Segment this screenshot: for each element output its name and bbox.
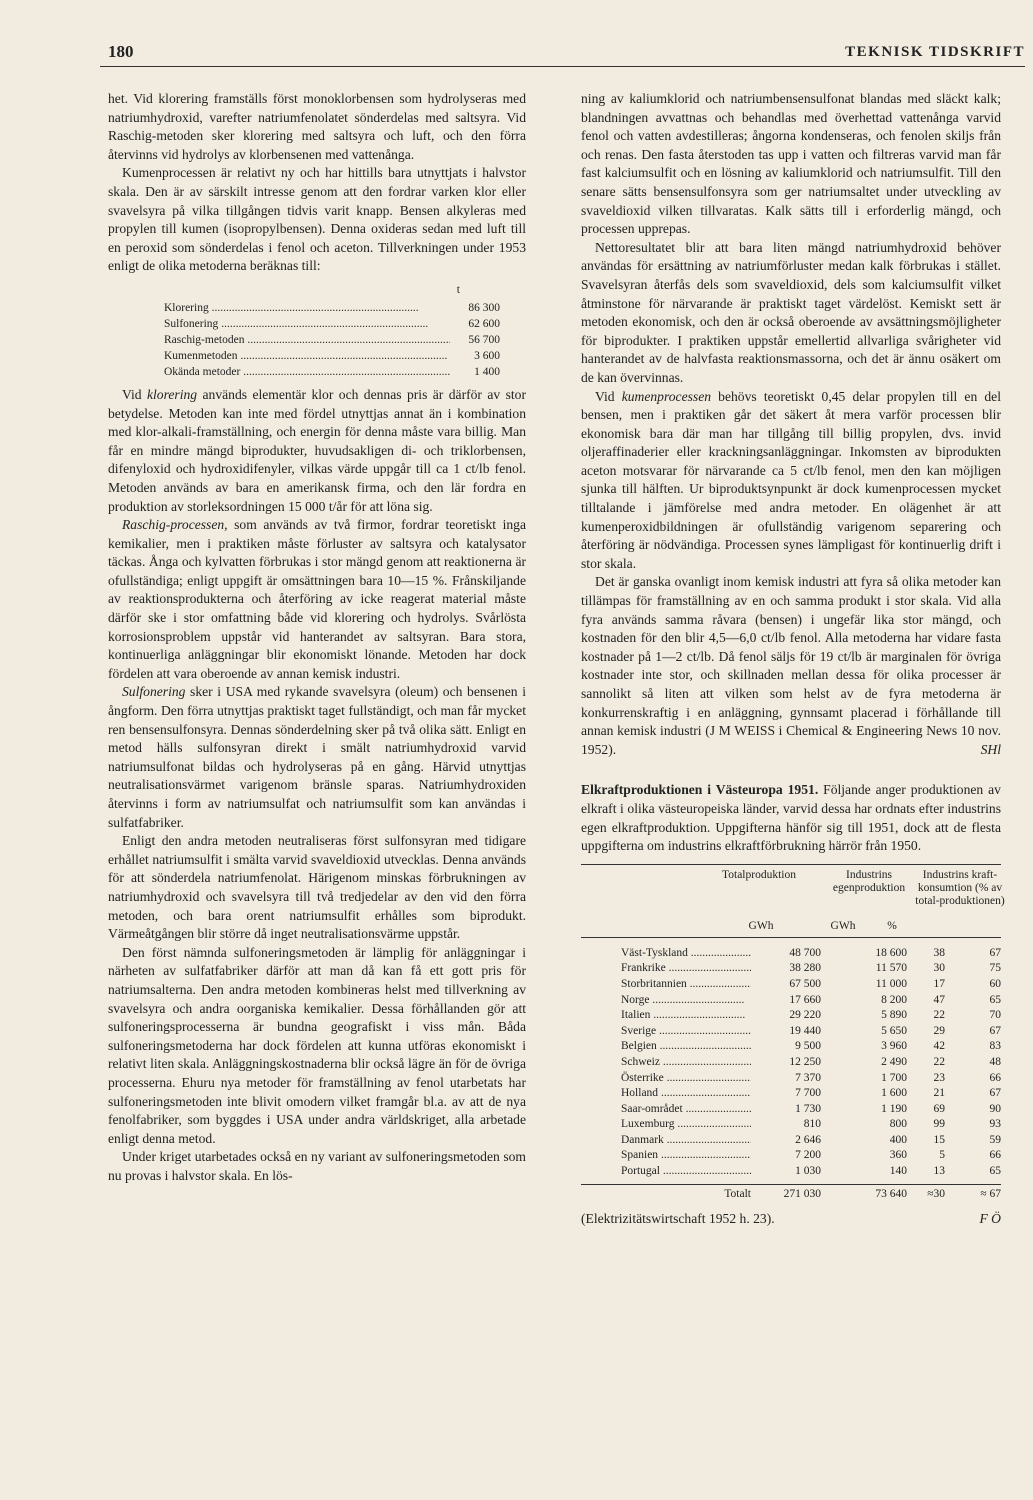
author-signature: F Ö <box>979 1211 1001 1227</box>
country-cell: Belgien ..... <box>581 1039 751 1055</box>
source-citation: (Elektrizitätswirtschaft 1952 h. 23). <box>581 1211 775 1227</box>
pct-cell: 30 <box>933 962 945 975</box>
industry-cell: 140 <box>889 1165 907 1178</box>
country-cell: Österrike ..... <box>581 1071 751 1087</box>
production-row <box>164 300 500 316</box>
industry-cell: 2 490 <box>881 1055 907 1068</box>
table-row <box>581 1071 1001 1087</box>
industry-cell: 800 <box>889 1118 907 1131</box>
country-cell: Frankrike ..... <box>581 961 751 977</box>
electricity-table <box>581 864 1005 1203</box>
table-row <box>581 1024 1001 1040</box>
industry-cell: 11 000 <box>875 977 907 990</box>
industry-cell: 400 <box>889 1133 907 1146</box>
col-header-industry: Industrins egenproduktion <box>832 868 906 894</box>
country-cell: Väst-Tyskland ..... <box>581 946 751 962</box>
industry-cell: 1 600 <box>881 1087 907 1100</box>
method-label: Okända metoder ..... <box>164 364 450 380</box>
paragraph: het. Vid klorering framställs först monoklorbensen som hydrolyseras med natriumhydroxid, varefter natriumfenolatet sönderdelas med saltsyra. Vid Raschig-metoden sker klorering med saltsyra och luft, och den förra återvinns vid hydrolys av klorbensenen med vattenånga. <box>108 91 526 162</box>
industry-cell: 3 960 <box>881 1040 907 1053</box>
paragraph: Sulfonering sker i USA med rykande svavelsyra (oleum) och bensenen i ångform. Den förra utnyttjas praktiskt taget fullständigt, och man får mycket ren bensensulfonsyra. Dennas sönderdelning sker på två olika sätt. Enligt en metod hälls sulfonsyran direkt i smält natriumhydroxid varvid natriumsulfonat bildas och hydrolyseras på en gång. Härvid utnyttjas neutralisationsvärmet varigenom bränsle sparas. Natriumhydroxiden återvinns i form av natriumsulfat och natriumsulfit som kan användas i sulfatfabriker. <box>108 684 526 830</box>
country-cell: Spanien ..... <box>581 1148 751 1164</box>
journal-title: TEKNISK TIDSKRIFT <box>845 44 1025 60</box>
country-cell: Danmark ..... <box>581 1133 751 1149</box>
emphasis: kumenprocessen <box>621 388 712 404</box>
production-row <box>164 348 500 364</box>
method-value: 3 600 <box>474 349 500 362</box>
method-value: 56 700 <box>468 333 500 346</box>
author-signature: SHl <box>980 741 1001 757</box>
country-cell: Storbritannien ..... <box>581 977 751 993</box>
consumption-cell: 60 <box>989 977 1001 990</box>
header-rule <box>100 66 1025 67</box>
unit-gwh: GWh <box>830 919 856 932</box>
left-column <box>108 90 526 1185</box>
method-label: Kumenmetoden ..... <box>164 348 450 364</box>
total-cell: 2 646 <box>795 1133 821 1146</box>
consumption-cell: 67 <box>989 946 1001 959</box>
consumption-cell: 66 <box>989 1149 1001 1162</box>
industry-cell: 1 190 <box>881 1102 907 1115</box>
consumption-cell: 65 <box>989 1165 1001 1178</box>
pct-cell: 22 <box>933 1009 945 1022</box>
source-line <box>581 1210 1001 1229</box>
country-cell: Holland ..... <box>581 1086 751 1102</box>
method-label: Sulfonering ..... <box>164 316 450 332</box>
industry-cell: 18 600 <box>875 946 907 959</box>
country-cell: Saar-området ..... <box>581 1102 751 1118</box>
consumption-cell: 48 <box>989 1055 1001 1068</box>
paragraph: Nettoresultatet blir att bara liten mängd natriumhydroxid behöver användas för ersättning av natriumförluster medan kalk förbrukas i stället. Svavelsyran återfås dels som svaveldioxid, dels som kalciumsulfit vilket åtminstone för närvarande är praktiskt taget värdelöst. Kemiskt sett är metoden ekonomisk, och den är också oberoende av avsättningsmöjligheter för biprodukter. I praktiken uppstår emellertid allvarliga svårigheter vid hanterandet av de halvfasta reaktionsmassorna, och det är ännu osäkert om de kan övervinnas. <box>581 239 1001 385</box>
table-row <box>581 977 1001 993</box>
table-row <box>581 1133 1001 1149</box>
production-row <box>164 316 500 332</box>
emphasis: Sulfonering <box>122 684 186 700</box>
pct-cell: 22 <box>933 1055 945 1068</box>
pct-cell: 23 <box>933 1071 945 1084</box>
table-row <box>581 1164 1001 1180</box>
pct-cell: 29 <box>933 1024 945 1037</box>
total-cell: 1 730 <box>795 1102 821 1115</box>
total-cell: 29 220 <box>789 1009 821 1022</box>
unit-label: t <box>456 283 460 296</box>
table-row <box>581 1117 1001 1133</box>
table-row <box>581 1086 1001 1102</box>
pct-cell: 38 <box>933 946 945 959</box>
consumption-cell: 93 <box>989 1118 1001 1131</box>
total-cell: 67 500 <box>789 977 821 990</box>
method-label: Klorering ..... <box>164 300 450 316</box>
paragraph: Vid klorering används elementär klor och dennas pris är därför av stor betydelse. Metoden kan inte med fördel utnyttjas annat än i kombination med klor-alkali-framställning, och energin för denna måste vara billig. Man får en mindre mängd biprodukter, huvudsakligen di- och triklorbensen, difenyloxid och hydroxidifenyler, vilkas värde uppgår till ca 1 ct/lb fenol. Metoden används av bara en amerikansk firma, och den lär fordra en produktion av storleksordningen 15 000 t/år för att löna sig. <box>108 386 526 514</box>
table-row <box>581 1102 1001 1118</box>
pct-cell: 21 <box>933 1087 945 1100</box>
consumption-cell: 66 <box>989 1071 1001 1084</box>
industry-cell: 8 200 <box>881 993 907 1006</box>
consumption-cell: 70 <box>989 1009 1001 1022</box>
total-cell: 12 250 <box>789 1055 821 1068</box>
country-cell: Schweiz ..... <box>581 1055 751 1071</box>
table-row <box>581 1148 1001 1164</box>
method-label: Raschig-metoden ..... <box>164 332 450 348</box>
table-row <box>581 1008 1001 1024</box>
pct-cell: 42 <box>933 1040 945 1053</box>
paragraph: Under kriget utarbetades också en ny variant av sulfoneringsmetoden som nu provas i halvstor skala. En lös- <box>108 1149 526 1183</box>
paragraph: Den först nämnda sulfoneringsmetoden är lämplig för anläggningar i närheten av sulfatfabriker därför att man då kan få ett gott pris för natriumsalterna. Den andra metoden kombineras helst med tillverkning av svavelsyra och andra oorganiska kemikalier. Dessa förhållanden gör att sulfoneringsprocesserna är bundna geografiskt i viss mån. Båda sulfoneringsmetoderna har dock fördelen att kunna utföras ekonomiskt i relativt liten skala. Anläggningskostnaderna blir också lägre än för de övriga processerna. Ehuru nya metoder för framställning av fenol utarbetats har sulfoneringsmetoden inte blivit omodern vilket framgår bl.a. av att de nya fenolfabriker, som byggdes i USA under andra världskriget, alla arbetade enligt denna metod. <box>108 944 526 1146</box>
pct-cell: 15 <box>933 1133 945 1146</box>
consumption-cell: 75 <box>989 962 1001 975</box>
method-value: 1 400 <box>474 365 500 378</box>
industry-cell: 11 570 <box>875 962 907 975</box>
production-table <box>164 282 500 380</box>
industry-cell: 1 700 <box>881 1071 907 1084</box>
section-title: Elkraftproduktionen i Västeuropa 1951. <box>581 782 819 798</box>
total-cell: 7 370 <box>795 1071 821 1084</box>
pct-cell: 17 <box>933 977 945 990</box>
paragraph: Det är ganska ovanligt inom kemisk industri att fyra så olika metoder kan tillämpas för framställning av en och samma produkt i stor skala. Vid alla fyra används samma råvara (bensen) i ungefär lika stor mängd, och kostnaden för den blir 4,5—6,0 ct/lb fenol. Alla metoderna har vidare fasta kostnader på 1—2 ct/lb. Då fenol säljs för 19 ct/lb är marginalen för övriga kostnader inte stor, och skillnaden mellan dessa för olika processer är sannolikt så liten att vilken som helst av de fyra metoderna är konkurrenskraftig i en anläggning, gynnsamt placerad i förhållande till annan kemisk industri (J M WEISS i Chemical & Engineering News 10 nov. 1952). SHl <box>581 573 1001 759</box>
paragraph: Enligt den andra metoden neutraliseras först sulfonsyran med tidigare erhållet natriumsulfit i smälta varvid svaveldioxid utvecklas. Denna används för att sönderdela natriumfenolat. Härigenom minskas förbrukningen av natriumhydroxid och svavelsyra till två tredjedelar av den vid den förra metoden, och bara orent natriumsulfit erhålles som biprodukt. Värmeåtgången blir större då inget neutralisationsvärme uppstår. <box>108 833 526 942</box>
table-row <box>581 1055 1001 1071</box>
page-header <box>100 40 1025 68</box>
country-cell: Luxemburg ..... <box>581 1117 751 1133</box>
total-cell: 48 700 <box>789 946 821 959</box>
table-row <box>581 1039 1001 1055</box>
method-value: 86 300 <box>468 301 500 314</box>
paragraph: Vid kumenprocessen behövs teoretiskt 0,45 delar propylen till en del bensen, men i praktiken går det säkert åt mera varför processen blir ekonomisk bara där man har tillgång till billig propylen, dvs. invid oljeraffinaderier eller krackningsanläggningar. Inkomsten av biprodukten aceton motsvarar för närvarande ca 5 ct/lb fenol, men den kan möjligen sjunka till hälften. Ur biproduktsynpunkt är dock kumenprocessen mycket tilltalande i jämförelse med andra metoder. En olägenhet är att kumenperoxidbildningen är ofullständig varigenom separering och återföring är nödvändiga. Processen synes lämpligast för kontinuerlig drift i stor skala. <box>581 388 1001 571</box>
section-paragraph: Elkraftproduktionen i Västeuropa 1951. Följande anger produktionen av elkraft i olika västeuropeiska länder, varvid dessa har ordnats efter industrins egen elkraftproduktion. Uppgifterna hänför sig till 1951, dock att de flesta uppgifterna om industrins elkraftförbrukning härrör från 1950. <box>581 782 1001 854</box>
table-header <box>581 865 1005 938</box>
industry-cell: 5 890 <box>881 1009 907 1022</box>
total-cell: 7 200 <box>795 1149 821 1162</box>
pct-cell: 99 <box>933 1118 945 1131</box>
consumption-cell: 83 <box>989 1040 1001 1053</box>
industry-cell: 360 <box>889 1149 907 1162</box>
consumption-cell: 90 <box>989 1102 1001 1115</box>
table-row <box>581 946 1001 962</box>
col-header-total: Totalproduktion <box>722 868 796 881</box>
total-cell: 7 700 <box>795 1087 821 1100</box>
table-total-row: Totalt 271 030 73 640 ≈30 ≈ 67 <box>581 1184 1001 1203</box>
country-cell: Sverige ..... <box>581 1024 751 1040</box>
right-column <box>581 90 1005 1229</box>
total-cell: 9 500 <box>795 1040 821 1053</box>
consumption-cell: 67 <box>989 1024 1001 1037</box>
total-cell: 810 <box>803 1118 821 1131</box>
country-cell: Portugal ..... <box>581 1164 751 1180</box>
page-number: 180 <box>108 42 134 61</box>
pct-cell: 13 <box>933 1165 945 1178</box>
country-cell: Norge ..... <box>581 993 751 1009</box>
pct-cell: 5 <box>939 1149 945 1162</box>
consumption-cell: 67 <box>989 1087 1001 1100</box>
method-value: 62 600 <box>468 317 500 330</box>
paragraph: Kumenprocessen är relativt ny och har hittills bara utnyttjats i halvstor skala. Den är av särskilt intresse genom att den fordrar varken klor eller svavelsyra på vilka tillgången tidvis varit knapp. Bensen alkyleras med propylen till kumen (isopropylbensen). Denna oxideras sedan med luft till en peroxid som sönderdelas i fenol och aceton. Tillverkningen under 1953 enligt de olika metoderna beräknas till: <box>108 165 526 274</box>
unit-percent: % <box>887 919 897 932</box>
total-cell: 17 660 <box>789 993 821 1006</box>
production-row <box>164 332 500 348</box>
consumption-cell: 59 <box>989 1133 1001 1146</box>
paragraph: Raschig-processen, som används av två firmor, fordrar teoretiskt inga kemikalier, men i praktiken måste förluster av saltsyra och katalysator täckas. Ånga och kylvatten förbrukas i stor mängd genom att reaktionerna är ofullständiga; enligt uppgift är omsättningen bara 10—15 %. Frånskiljande av reaktionsprodukterna och återföring av icke reagerat material måste därför ske i stor omfattning både vid klorering och hydrolys. Svårlösta korrosionsproblem uppstår vid hanterandet av saltsyran. Bara stora, kontinuerliga anläggningar blir ekonomiskt lönande. Metoden har dock fördelen att vara oberoende av annan kemisk industri. <box>108 517 526 681</box>
pct-cell: 47 <box>933 993 945 1006</box>
unit-gwh: GWh <box>748 919 774 932</box>
total-cell: 1 030 <box>795 1165 821 1178</box>
emphasis: klorering <box>147 386 198 402</box>
country-cell: Italien ..... <box>581 1008 751 1024</box>
emphasis: Raschig-processen, <box>122 517 228 533</box>
table-row <box>581 961 1001 977</box>
consumption-cell: 65 <box>989 993 1001 1006</box>
production-row <box>164 364 500 380</box>
industry-cell: 5 650 <box>881 1024 907 1037</box>
total-cell: 19 440 <box>789 1024 821 1037</box>
pct-cell: 69 <box>933 1102 945 1115</box>
col-header-consumption: Industrins kraft-konsumtion (% av total-produktionen) <box>915 868 1005 907</box>
table-row <box>581 993 1001 1009</box>
total-cell: 38 280 <box>789 962 821 975</box>
paragraph: ning av kaliumklorid och natriumbensensulfonat blandas med släckt kalk; blandningen avvattnas och behandlas med överhettad vattenånga varvid fenol och vatten avdestilleras; ångorna kondenseras, och fenolen skiljs från och renas. Den fasta återstoden tas upp i vatten och filtreras varvid man får fast kalciumsulfit och en lösning av kaliumklorid och natriumsulfit. Till den senare sätts bensensulfonsyra som ger natriumsaltet under utveckling av svaveldioxid vilken tillvaratas. Kalk sätts till i erforderlig mängd, och processen upprepas. <box>581 91 1001 237</box>
